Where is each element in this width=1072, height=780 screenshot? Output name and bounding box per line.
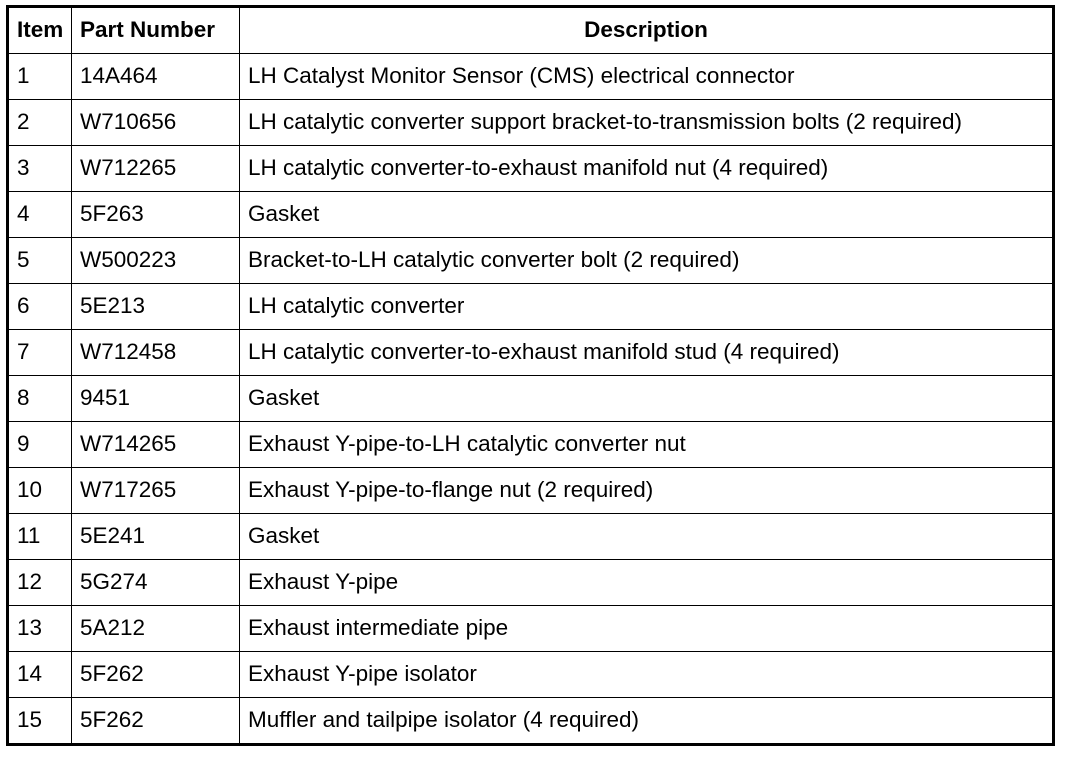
item-cell: 9 — [8, 422, 72, 468]
description-cell: Gasket — [240, 376, 1054, 422]
description-cell: Bracket-to-LH catalytic converter bolt (2 required) — [240, 238, 1054, 284]
item-cell: 2 — [8, 100, 72, 146]
header-part-number: Part Number — [72, 7, 240, 54]
description-cell: LH Catalyst Monitor Sensor (CMS) electrical connector — [240, 54, 1054, 100]
description-cell: Gasket — [240, 192, 1054, 238]
table-row — [8, 376, 1054, 422]
table-row — [8, 514, 1054, 560]
table-row — [8, 330, 1054, 376]
description-cell: LH catalytic converter-to-exhaust manifold nut (4 required) — [240, 146, 1054, 192]
parts-table — [6, 5, 1055, 746]
part-number-cell: 5F262 — [72, 698, 240, 745]
part-number-cell: 5F263 — [72, 192, 240, 238]
part-number-cell: 5G274 — [72, 560, 240, 606]
header-description: Description — [240, 7, 1054, 54]
table-row — [8, 54, 1054, 100]
part-number-cell: 5F262 — [72, 652, 240, 698]
item-cell: 3 — [8, 146, 72, 192]
part-number-cell: 14A464 — [72, 54, 240, 100]
table-row — [8, 560, 1054, 606]
item-cell: 7 — [8, 330, 72, 376]
description-cell: Muffler and tailpipe isolator (4 required) — [240, 698, 1054, 745]
part-number-cell: 9451 — [72, 376, 240, 422]
description-cell: LH catalytic converter support bracket-to-transmission bolts (2 required) — [240, 100, 1054, 146]
item-cell: 14 — [8, 652, 72, 698]
item-cell: 5 — [8, 238, 72, 284]
table-row — [8, 652, 1054, 698]
description-cell: Gasket — [240, 514, 1054, 560]
table-row — [8, 422, 1054, 468]
table-header-row — [8, 7, 1054, 54]
part-number-cell: 5E213 — [72, 284, 240, 330]
description-cell: Exhaust Y-pipe — [240, 560, 1054, 606]
item-cell: 4 — [8, 192, 72, 238]
item-cell: 13 — [8, 606, 72, 652]
part-number-cell: W712458 — [72, 330, 240, 376]
table-row — [8, 192, 1054, 238]
item-cell: 12 — [8, 560, 72, 606]
item-cell: 11 — [8, 514, 72, 560]
description-cell: LH catalytic converter-to-exhaust manifold stud (4 required) — [240, 330, 1054, 376]
description-cell: Exhaust Y-pipe-to-LH catalytic converter nut — [240, 422, 1054, 468]
description-cell: LH catalytic converter — [240, 284, 1054, 330]
table-row — [8, 238, 1054, 284]
table-row — [8, 606, 1054, 652]
item-cell: 8 — [8, 376, 72, 422]
description-cell: Exhaust Y-pipe-to-flange nut (2 required) — [240, 468, 1054, 514]
table-row — [8, 698, 1054, 745]
header-item: Item — [8, 7, 72, 54]
description-cell: Exhaust Y-pipe isolator — [240, 652, 1054, 698]
part-number-cell: W717265 — [72, 468, 240, 514]
part-number-cell: W714265 — [72, 422, 240, 468]
item-cell: 6 — [8, 284, 72, 330]
part-number-cell: W500223 — [72, 238, 240, 284]
item-cell: 15 — [8, 698, 72, 745]
part-number-cell: 5A212 — [72, 606, 240, 652]
table-row — [8, 146, 1054, 192]
item-cell: 1 — [8, 54, 72, 100]
table-row — [8, 284, 1054, 330]
table-row — [8, 100, 1054, 146]
part-number-cell: W712265 — [72, 146, 240, 192]
table-body — [8, 54, 1054, 745]
part-number-cell: W710656 — [72, 100, 240, 146]
description-cell: Exhaust intermediate pipe — [240, 606, 1054, 652]
part-number-cell: 5E241 — [72, 514, 240, 560]
item-cell: 10 — [8, 468, 72, 514]
table-row — [8, 468, 1054, 514]
